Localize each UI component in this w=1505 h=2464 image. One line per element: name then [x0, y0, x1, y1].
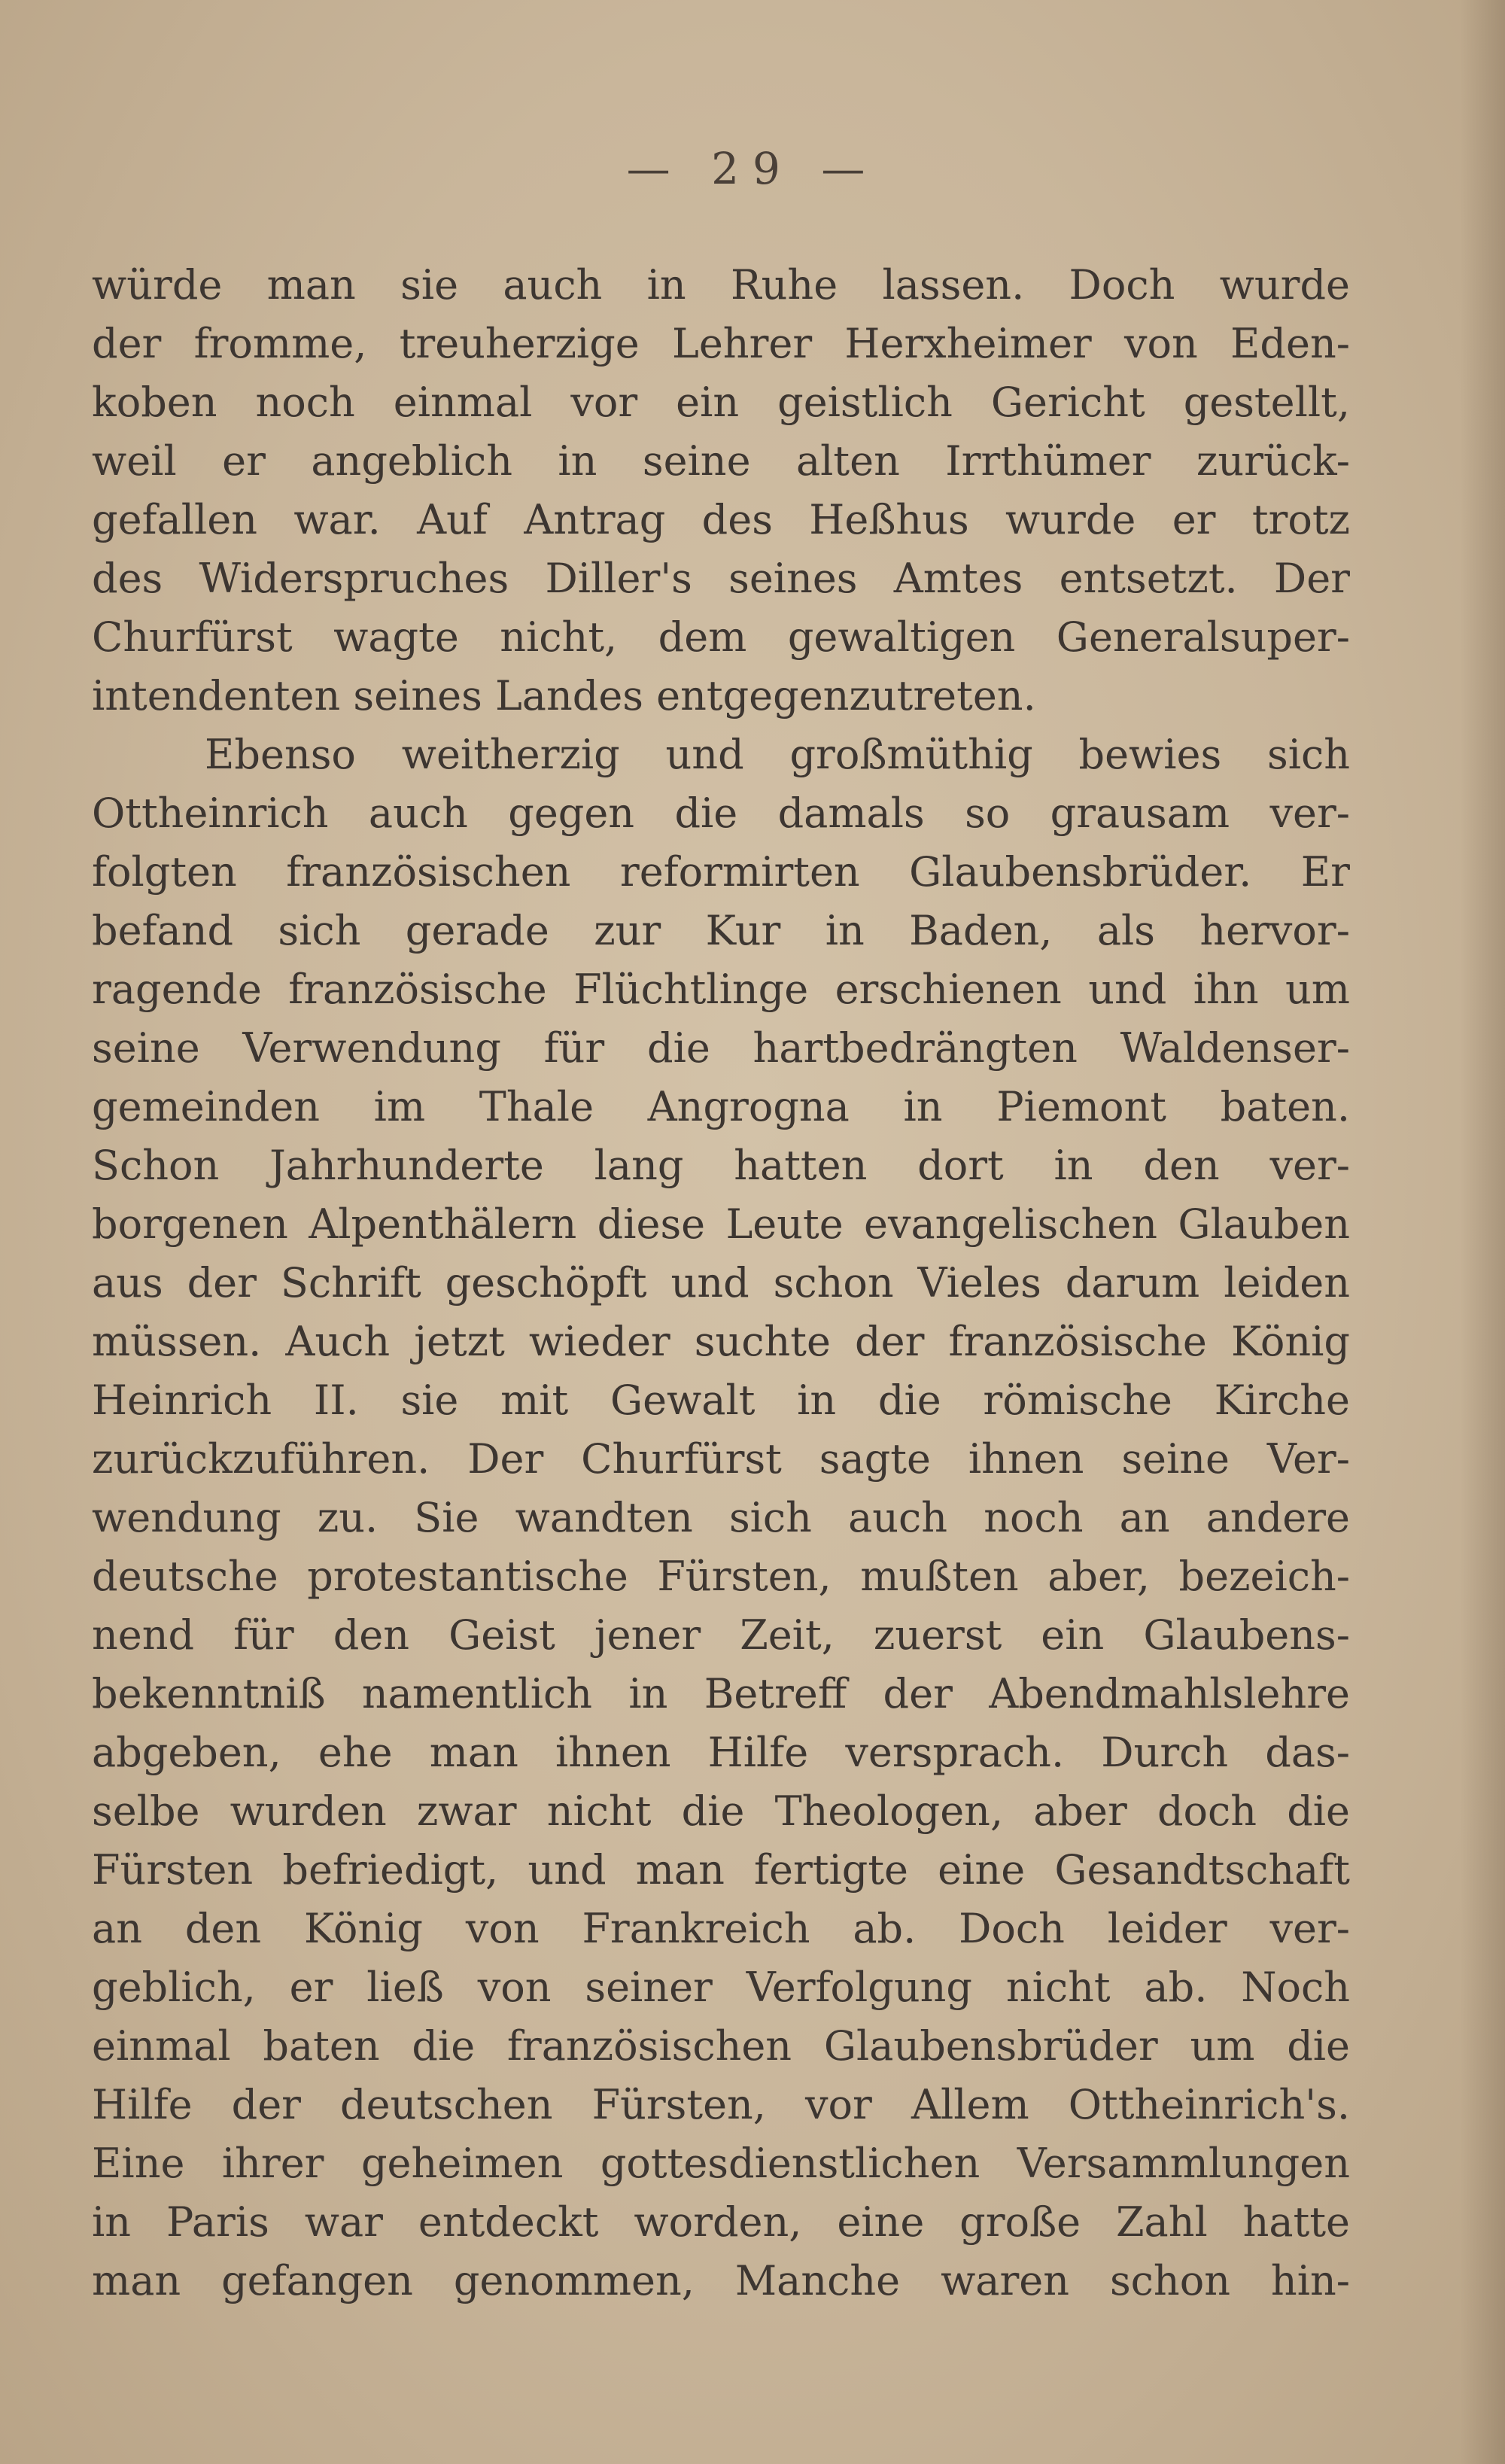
text-line: befand sich gerade zur Kur in Baden, als hervor-	[92, 907, 1350, 954]
body-text	[92, 256, 1350, 2310]
text-line: einmal baten die französischen Glaubensbrüder um die	[92, 2022, 1350, 2070]
text-line: Heinrich II. sie mit Gewalt in die römische Kirche	[92, 1376, 1350, 1424]
text-line: wendung zu. Sie wandten sich auch noch an andere	[92, 1494, 1350, 1541]
text-line: Churfürst wagte nicht, dem gewaltigen Generalsuper-	[92, 613, 1350, 661]
text-line: ragende französische Flüchtlinge erschienen und ihn um	[92, 966, 1350, 1013]
text-line: müssen. Auch jetzt wieder suchte der französische König	[92, 1318, 1350, 1365]
text-line: seine Verwendung für die hartbedrängten Waldenser-	[92, 1024, 1350, 1072]
text-line: würde man sie auch in Ruhe lassen. Doch wurde	[92, 261, 1350, 309]
text-line: abgeben, ehe man ihnen Hilfe versprach. Durch das-	[92, 1729, 1350, 1776]
text-line: der fromme, treuherzige Lehrer Herxheimer von Eden-	[92, 320, 1350, 367]
text-line: geblich, er ließ von seiner Verfolgung nicht ab. Noch	[92, 1964, 1350, 2011]
text-line: Fürsten befriedigt, und man fertigte eine Gesandtschaft	[92, 1846, 1350, 1894]
text-line: zurückzuführen. Der Churfürst sagte ihnen seine Ver-	[92, 1435, 1350, 1483]
text-line: folgten französischen reformirten Glaubensbrüder. Er	[92, 848, 1350, 896]
text-line: deutsche protestantische Fürsten, mußten aber, bezeich-	[92, 1553, 1350, 1600]
text-line: aus der Schrift geschöpft und schon Vieles darum leiden	[92, 1259, 1350, 1307]
text-line: in Paris war entdeckt worden, eine große Zahl hatte	[92, 2198, 1350, 2246]
text-line: gefallen war. Auf Antrag des Heßhus wurde er trotz	[92, 496, 1350, 543]
text-line: selbe wurden zwar nicht die Theologen, aber doch die	[92, 1787, 1350, 1835]
text-line: Ebenso weitherzig und großmüthig bewies sich	[205, 731, 1350, 778]
text-line: nend für den Geist jener Zeit, zuerst ein Glaubens-	[92, 1611, 1350, 1659]
text-line: des Widerspruches Diller's seines Amtes entsetzt. Der	[92, 555, 1350, 602]
page-edge-shadow	[1460, 0, 1505, 2464]
text-line: gemeinden im Thale Angrogna in Piemont baten.	[92, 1083, 1350, 1130]
text-line: Eine ihrer geheimen gottesdienstlichen Versammlungen	[92, 2140, 1350, 2187]
text-line: an den König von Frankreich ab. Doch leider ver-	[92, 1905, 1350, 1952]
text-line: koben noch einmal vor ein geistlich Gericht gestellt,	[92, 379, 1350, 426]
text-line: weil er angeblich in seine alten Irrthümer zurück-	[92, 437, 1350, 485]
text-line: borgenen Alpenthälern diese Leute evangelischen Glauben	[92, 1200, 1350, 1248]
text-line: bekenntniß namentlich in Betreff der Abendmahlslehre	[92, 1670, 1350, 1717]
page-number: — 29 —	[626, 143, 879, 194]
text-line: Schon Jahrhunderte lang hatten dort in den ver-	[92, 1142, 1350, 1189]
text-line: man gefangen genommen, Manche waren schon hin-	[92, 2257, 1350, 2304]
text-line: intendenten seines Landes entgegenzutreten.	[92, 672, 1036, 719]
text-line: Hilfe der deutschen Fürsten, vor Allem Ottheinrich's.	[92, 2081, 1350, 2128]
text-line: Ottheinrich auch gegen die damals so grausam ver-	[92, 789, 1350, 837]
